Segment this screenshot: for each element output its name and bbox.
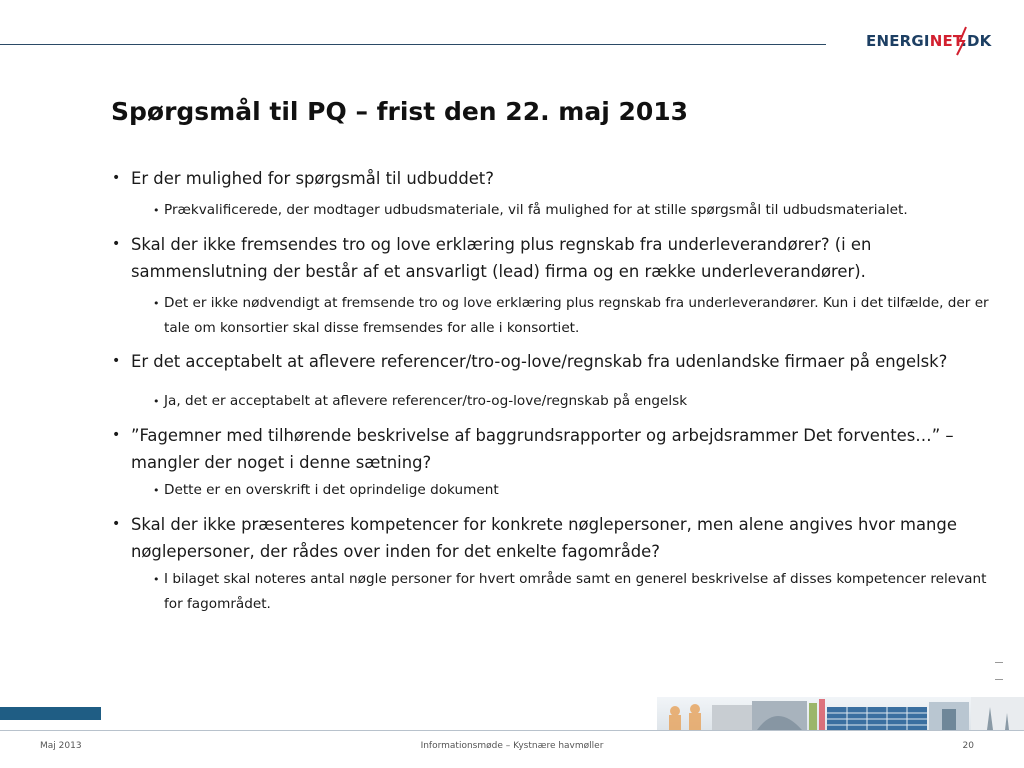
sub-bullet-item-1: • Prækvalificerede, der modtager udbudsmateriale, vil få mulighed for at stille spørgsmål til udbudsmaterialet.	[153, 202, 908, 218]
bullet-item-4: • ”Fagemner med tilhørende beskrivelse af baggrundsrapporter og arbejdsrammer Det forventes…” – mangler der noget i denne sætning?	[111, 422, 991, 476]
slide-title: Spørgsmål til PQ – frist den 22. maj 2013	[111, 97, 689, 126]
logo-text-energi: ENERGI	[866, 32, 930, 50]
margin-tick	[995, 662, 1003, 663]
sub-bullet-item-2: • Det er ikke nødvendigt at fremsende tro og love erklæring plus regnskab fra underleverandører. Kun i det tilfælde, der er tale om konsortier skal disse fremsendes for alle i konsortiet.	[153, 295, 989, 336]
footer-photo-collage	[657, 697, 1024, 730]
slide-content	[111, 165, 991, 616]
sub-bullet-text-1: Prækvalificerede, der modtager udbudsmateriale, vil få mulighed for at stille spørgsmål til udbudsmaterialet.	[164, 202, 908, 218]
logo-text-net: NET	[929, 32, 962, 50]
sub-bullet-text-4: Dette er en overskrift i det oprindelige dokument	[164, 482, 499, 498]
sub-bullet-text-5: I bilaget skal noteres antal nøgle personer for hvert område samt en generel beskrivelse af disses kompetencer relevant for fagområdet.	[164, 571, 987, 612]
bullet-item-1: • Er der mulighed for spørgsmål til udbuddet?	[111, 165, 991, 192]
sub-bullet-text-2: Det er ikke nødvendigt at fremsende tro og love erklæring plus regnskab fra underleverandører. Kun i det tilfælde, der er tale om konsortier skal disse fremsendes for alle i konsortiet.	[164, 295, 989, 336]
page-number: 20	[962, 741, 974, 751]
logo-text-dk: .DK	[961, 32, 992, 50]
sub-bullet-item-4: • Dette er en overskrift i det oprindelige dokument	[153, 482, 499, 498]
bullet-item-3: • Er det acceptabelt at aflevere referencer/tro-og-love/regnskab fra udenlandske firmaer på engelsk?	[111, 348, 991, 375]
logo-slash-icon	[954, 26, 970, 56]
bullet-item-2: • Skal der ikke fremsendes tro og love erklæring plus regnskab fra underleverandører? (i en sammenslutning der består af et ansvarligt (lead) firma og en række underleverandører).	[111, 231, 991, 285]
footer-accent-bar	[0, 707, 101, 720]
bullet-item-5: • Skal der ikke præsenteres kompetencer for konkrete nøglepersoner, men alene angives hvor mange nøglepersoner, der rådes over inden for det enkelte fagområde?	[111, 511, 991, 565]
sub-bullet-item-3: • Ja, det er acceptabelt at aflevere referencer/tro-og-love/regnskab på engelsk	[153, 393, 688, 409]
footer-title: Informationsmøde – Kystnære havmøller	[420, 741, 604, 751]
header-rule	[0, 44, 826, 45]
margin-tick	[995, 679, 1003, 680]
sub-bullet-text-3: Ja, det er acceptabelt at aflevere referencer/tro-og-love/regnskab på engelsk	[164, 393, 688, 409]
sub-bullet-item-5: • I bilaget skal noteres antal nøgle personer for hvert område samt en generel beskrivelse af disses kompetencer relevant for fagområdet.	[153, 571, 987, 612]
footer-date: Maj 2013	[40, 741, 82, 751]
footer-rule	[0, 730, 1024, 731]
